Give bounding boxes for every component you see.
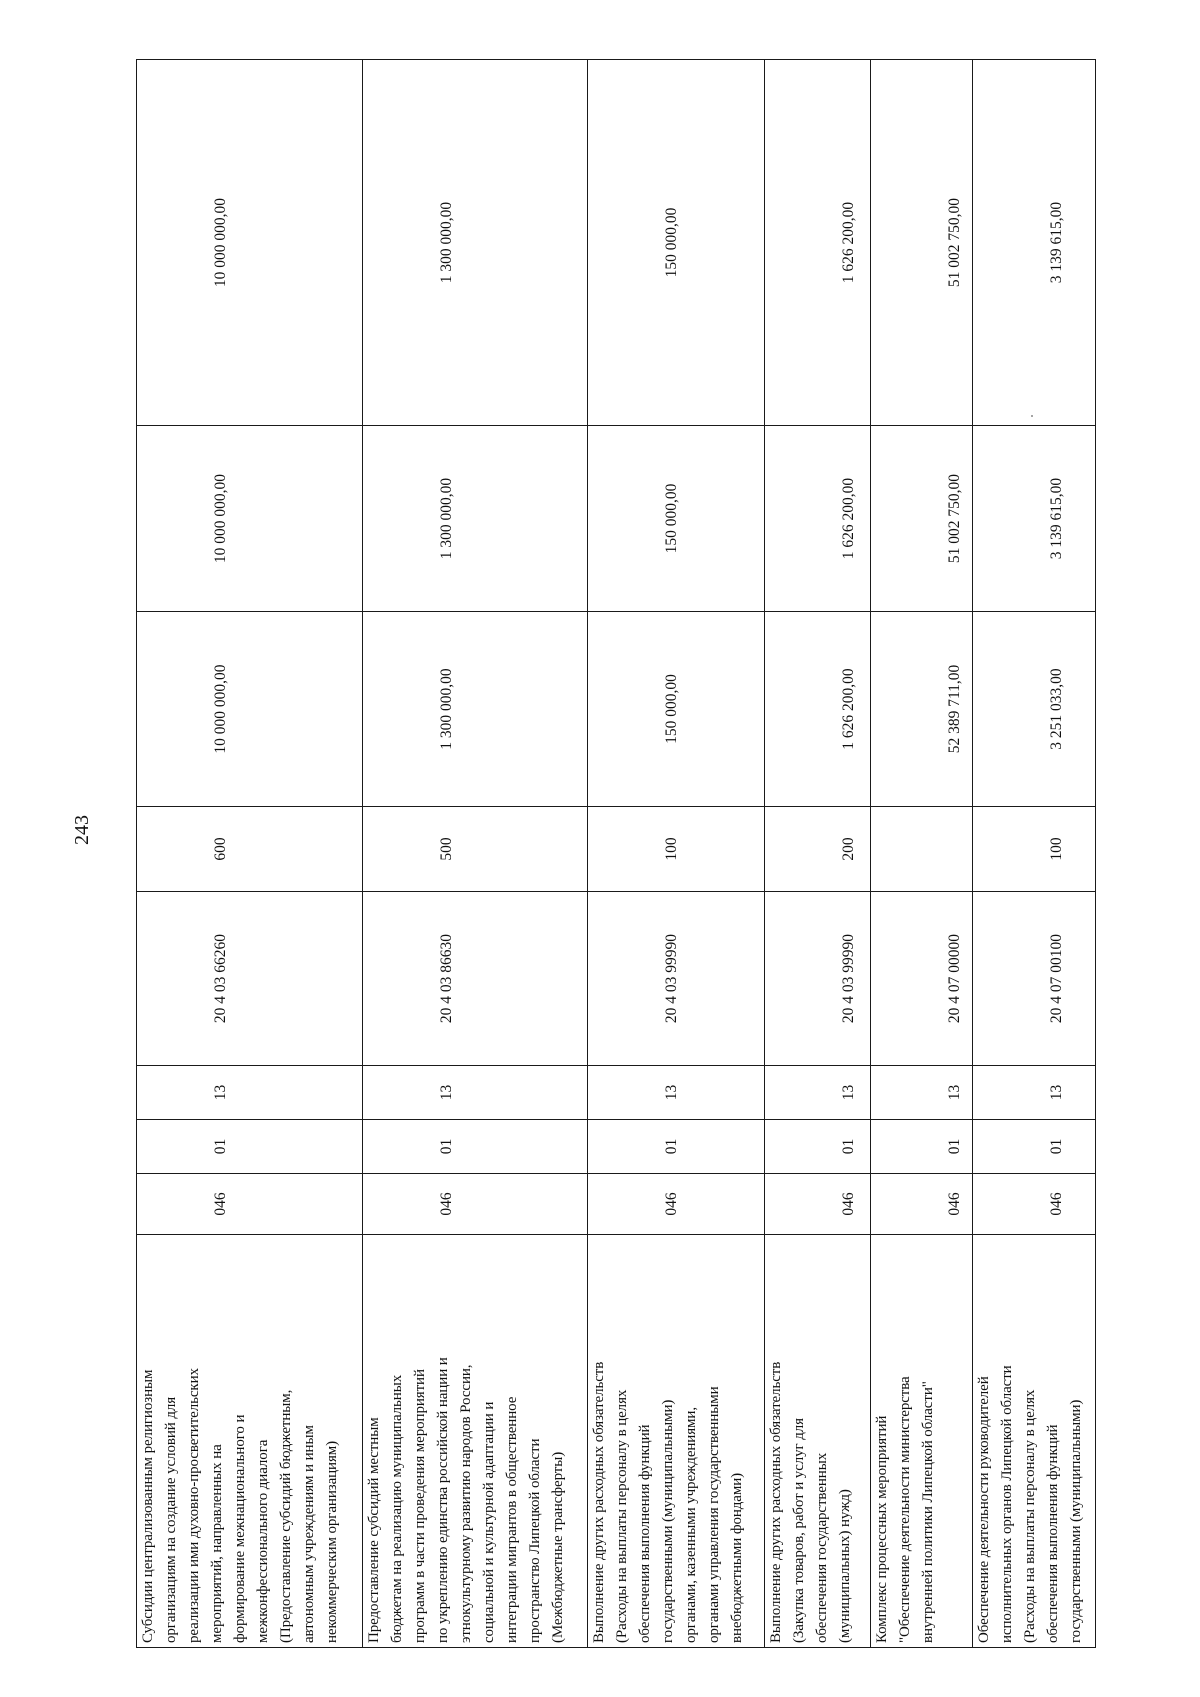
amount-3: 1 626 200,00 [764, 60, 870, 426]
amount-2: 1 300 000,00 [363, 426, 588, 612]
target-article: 20 4 07 00100 [972, 892, 1095, 1066]
expense-type: 600 [137, 807, 363, 892]
section-code: 01 [588, 1120, 764, 1174]
section-code: 01 [972, 1120, 1095, 1174]
table-row [363, 60, 588, 1648]
amount-2: 51 002 750,00 [870, 426, 972, 612]
table-row [588, 60, 764, 1648]
subsection-code: 13 [137, 1066, 363, 1120]
row-name: Выполнение других расходных обязательств (Расходы на выплаты персоналу в целях обеспечения выполнения функций государственными (муниципальными) органами, казенными учреждениями, органами управления государственными внебюджетными фондами) [588, 1235, 764, 1648]
table-row [764, 60, 870, 1648]
amount-2: 1 626 200,00 [764, 426, 870, 612]
amount-2: 3 139 615,00 [972, 426, 1095, 612]
row-name: Предоставление субсидий местным бюджетам на реализацию муниципальных программ в части проведения мероприятий по укреплению единства российской нации и этнокультурному развитию народов России, социальной и культурной адаптации и интеграции мигрантов в общественное пространство Липецкой области (Межбюджетные трансферты) [363, 1235, 588, 1648]
expense-type: 500 [363, 807, 588, 892]
section-code: 01 [363, 1120, 588, 1174]
ministry-code: 046 [588, 1174, 764, 1235]
expense-type [870, 807, 972, 892]
amount-1: 150 000,00 [588, 612, 764, 807]
amount-3: 10 000 000,00 [137, 60, 363, 426]
target-article: 20 4 07 00000 [870, 892, 972, 1066]
amount-1: 1 300 000,00 [363, 612, 588, 807]
table-row [137, 60, 363, 1648]
target-article: 20 4 03 66260 [137, 892, 363, 1066]
ministry-code: 046 [137, 1174, 363, 1235]
target-article: 20 4 03 86630 [363, 892, 588, 1066]
ministry-code: 046 [363, 1174, 588, 1235]
amount-1: 3 251 033,00 [972, 612, 1095, 807]
expense-type: 200 [764, 807, 870, 892]
section-code: 01 [764, 1120, 870, 1174]
subsection-code: 13 [870, 1066, 972, 1120]
ministry-code: 046 [870, 1174, 972, 1235]
amount-2: 150 000,00 [588, 426, 764, 612]
amount-1: 1 626 200,00 [764, 612, 870, 807]
subsection-code: 13 [363, 1066, 588, 1120]
amount-2: 10 000 000,00 [137, 426, 363, 612]
subsection-code: 13 [972, 1066, 1095, 1120]
expense-type: 100 [972, 807, 1095, 892]
target-article: 20 4 03 99990 [764, 892, 870, 1066]
row-name: Выполнение других расходных обязательств (Закупка товаров, работ и услуг для обеспечения государственных (муниципальных) нужд) [764, 1235, 870, 1648]
subsection-code: 13 [588, 1066, 764, 1120]
amount-3: 1 300 000,00 [363, 60, 588, 426]
ministry-code: 046 [972, 1174, 1095, 1235]
table-row [870, 60, 972, 1648]
target-article: 20 4 03 99990 [588, 892, 764, 1066]
budget-table-rotated [136, 60, 1096, 1648]
expense-type: 100 [588, 807, 764, 892]
row-name: Субсидии централизованным религиозным организациям на создание условий для реализации ими духовно-просветительских мероприятий, направленных на формирование межнационального и межконфессионального диалога (Предоставление субсидий бюджетным, автономным учреждениям и иным некоммерческим организациям) [137, 1235, 363, 1648]
page-number: 243 [71, 815, 93, 845]
budget-table [136, 59, 1096, 1648]
section-code: 01 [870, 1120, 972, 1174]
row-name: Обеспечение деятельности руководителей исполнительных органов Липецкой области (Расходы на выплаты персоналу в целях обеспечения выполнения функций государственными (муниципальными) [972, 1235, 1095, 1648]
amount-3: 3 139 615,00 [972, 60, 1095, 426]
amount-3: 51 002 750,00 [870, 60, 972, 426]
section-code: 01 [137, 1120, 363, 1174]
subsection-code: 13 [764, 1066, 870, 1120]
amount-1: 10 000 000,00 [137, 612, 363, 807]
ministry-code: 046 [764, 1174, 870, 1235]
row-name: Комплекс процессных мероприятий "Обеспечение деятельности министерства внутренней политики Липецкой области" [870, 1235, 972, 1648]
table-row [972, 60, 1095, 1648]
amount-3: 150 000,00 [588, 60, 764, 426]
amount-1: 52 389 711,00 [870, 612, 972, 807]
